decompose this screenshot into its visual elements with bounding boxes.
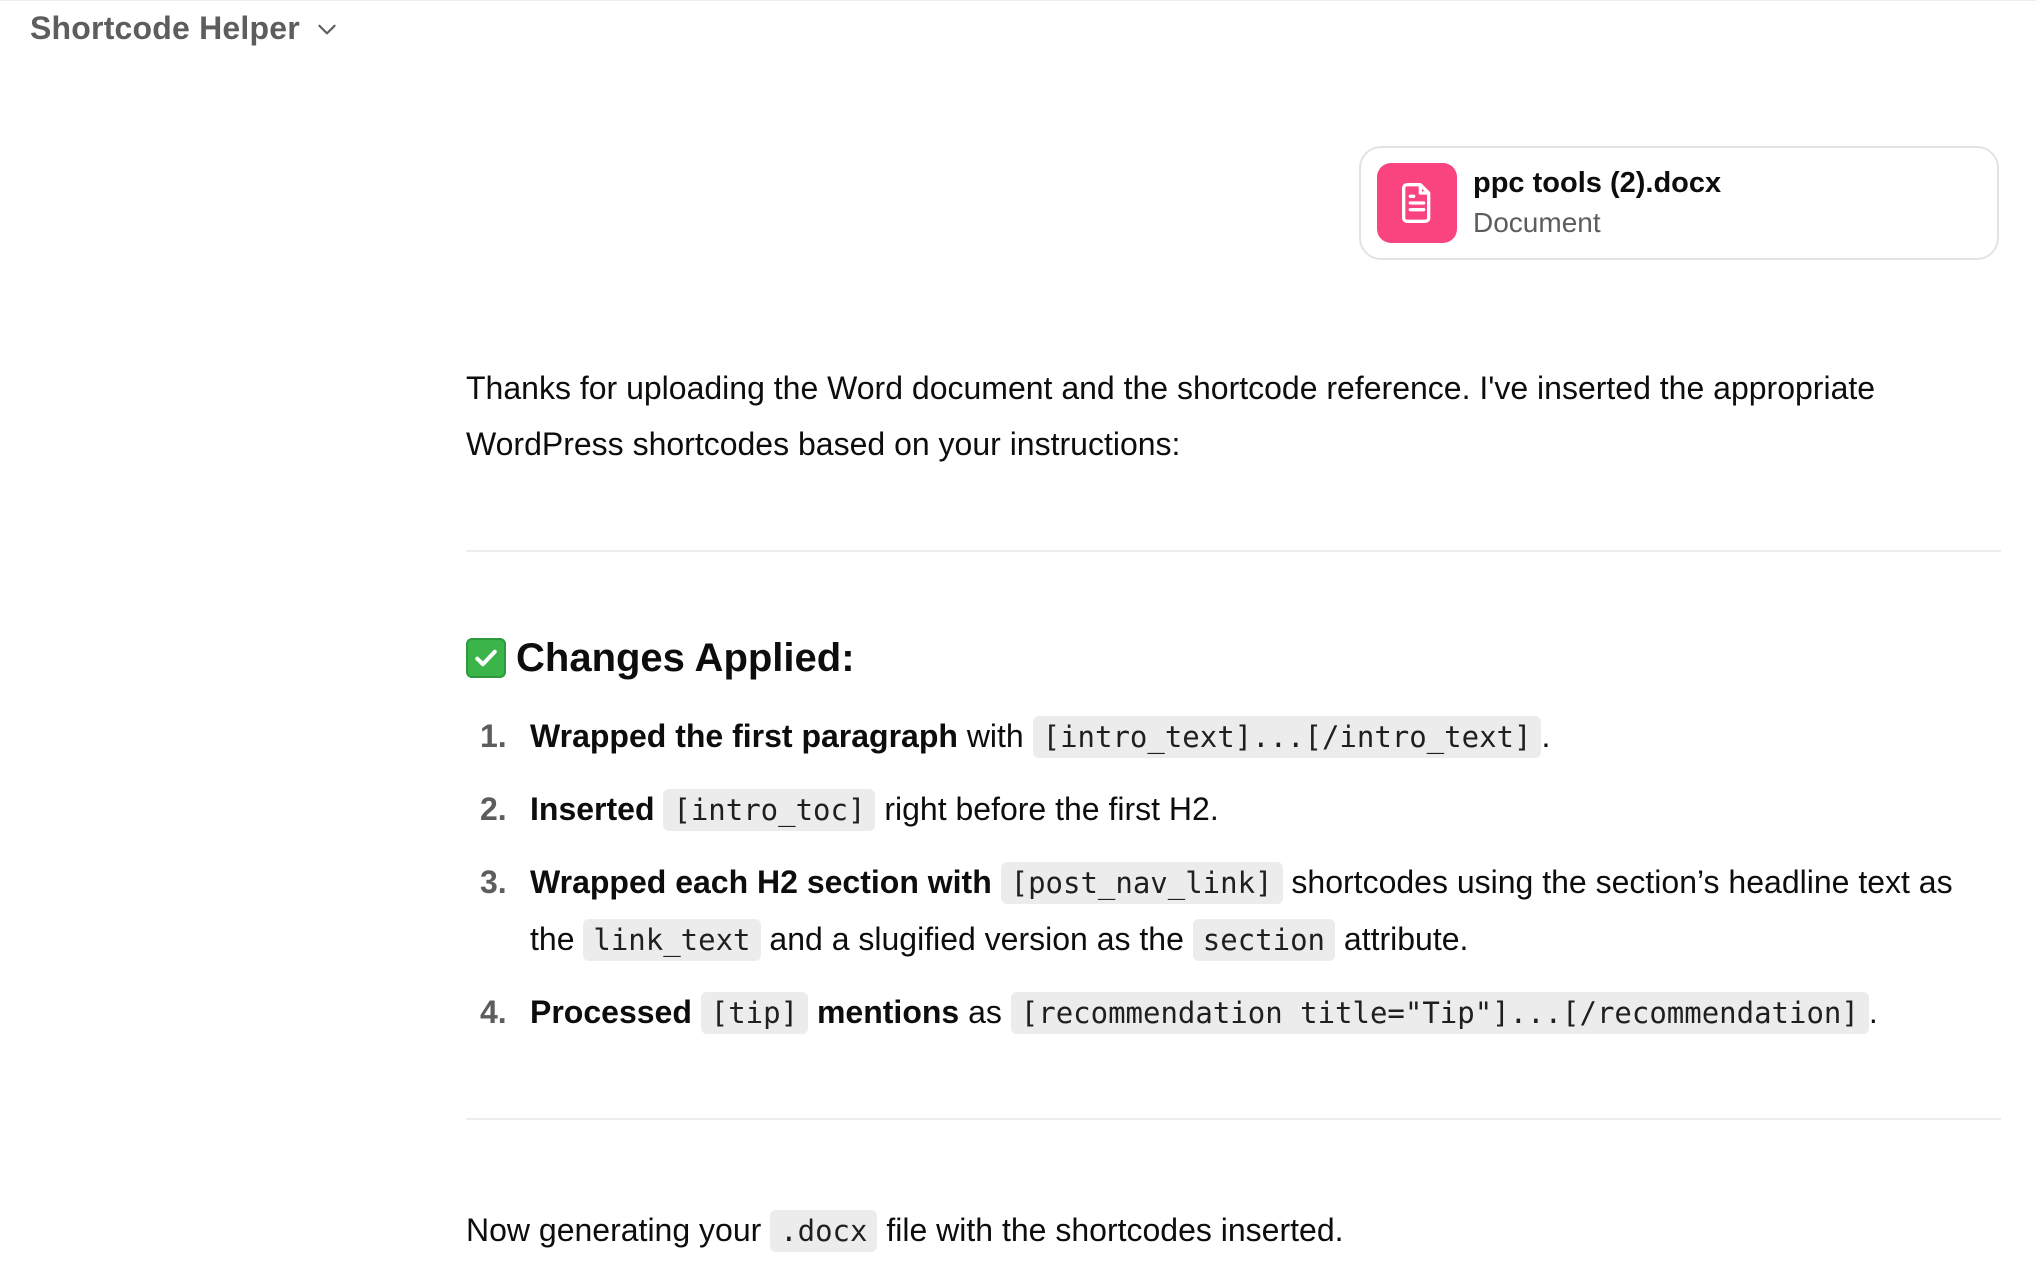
item-bold: Wrapped each H2 section with — [530, 864, 992, 900]
status-text: file with the shortcodes inserted. — [877, 1212, 1344, 1248]
list-item — [466, 708, 2001, 765]
item-text: attribute. — [1335, 921, 1469, 957]
file-attachment-card[interactable] — [1359, 146, 1999, 260]
item-text: . — [1868, 994, 1878, 1030]
assistant-selector[interactable] — [30, 10, 340, 47]
list-item — [466, 854, 2001, 968]
inline-code: [intro_toc] — [663, 789, 875, 831]
list-number: 4. — [480, 994, 507, 1030]
list-number: 2. — [480, 791, 507, 827]
assistant-intro — [466, 360, 2001, 472]
inline-code: .docx — [770, 1210, 877, 1252]
item-text: and a slugified version as the — [760, 921, 1193, 957]
list-item — [466, 984, 2001, 1041]
inline-code: [tip] — [701, 992, 808, 1034]
assistant-title: Shortcode Helper — [30, 10, 300, 46]
status-message — [466, 1202, 2001, 1259]
item-text: as — [959, 994, 1011, 1030]
list-number: 3. — [480, 864, 507, 900]
item-text: shortcodes using the section’s headline text as the — [530, 864, 1953, 957]
inline-code: [intro_text]...[/intro_text] — [1033, 716, 1542, 758]
changes-list — [466, 708, 2001, 1057]
inline-code: link_text — [583, 919, 760, 961]
list-number: 1. — [480, 718, 507, 754]
intro-line-1: Thanks for uploading the Word document and the shortcode reference. I've inserted the appropriate — [466, 370, 1876, 406]
chevron-down-icon — [314, 16, 340, 42]
item-text: . — [1541, 718, 1551, 754]
top-border — [0, 0, 2036, 1]
inline-code: [post_nav_link] — [1001, 862, 1283, 904]
item-text: with — [957, 718, 1033, 754]
item-text — [692, 994, 701, 1030]
status-text: Now generating your — [466, 1212, 771, 1248]
changes-heading — [466, 630, 855, 686]
item-bold: Processed — [530, 994, 692, 1030]
item-text: right before the first H2. — [875, 791, 1219, 827]
item-bold: Wrapped the first paragraph — [530, 718, 958, 754]
attachment-filename: ppc tools (2).docx — [1473, 167, 1722, 199]
divider — [466, 550, 2001, 552]
attachment-type: Document — [1473, 207, 1601, 238]
list-item — [466, 781, 2001, 838]
document-icon — [1377, 163, 1457, 243]
inline-code: section — [1193, 919, 1335, 961]
check-mark-icon — [466, 638, 506, 678]
divider — [466, 1118, 2001, 1120]
changes-heading-text: Changes Applied: — [516, 636, 855, 680]
item-text — [992, 864, 1001, 900]
item-bold: mentions — [808, 994, 960, 1030]
item-bold: Inserted — [530, 791, 655, 827]
inline-code: [recommendation title="Tip"]...[/recommendation] — [1011, 992, 1869, 1034]
intro-line-2: WordPress shortcodes based on your instructions: — [466, 426, 1181, 462]
